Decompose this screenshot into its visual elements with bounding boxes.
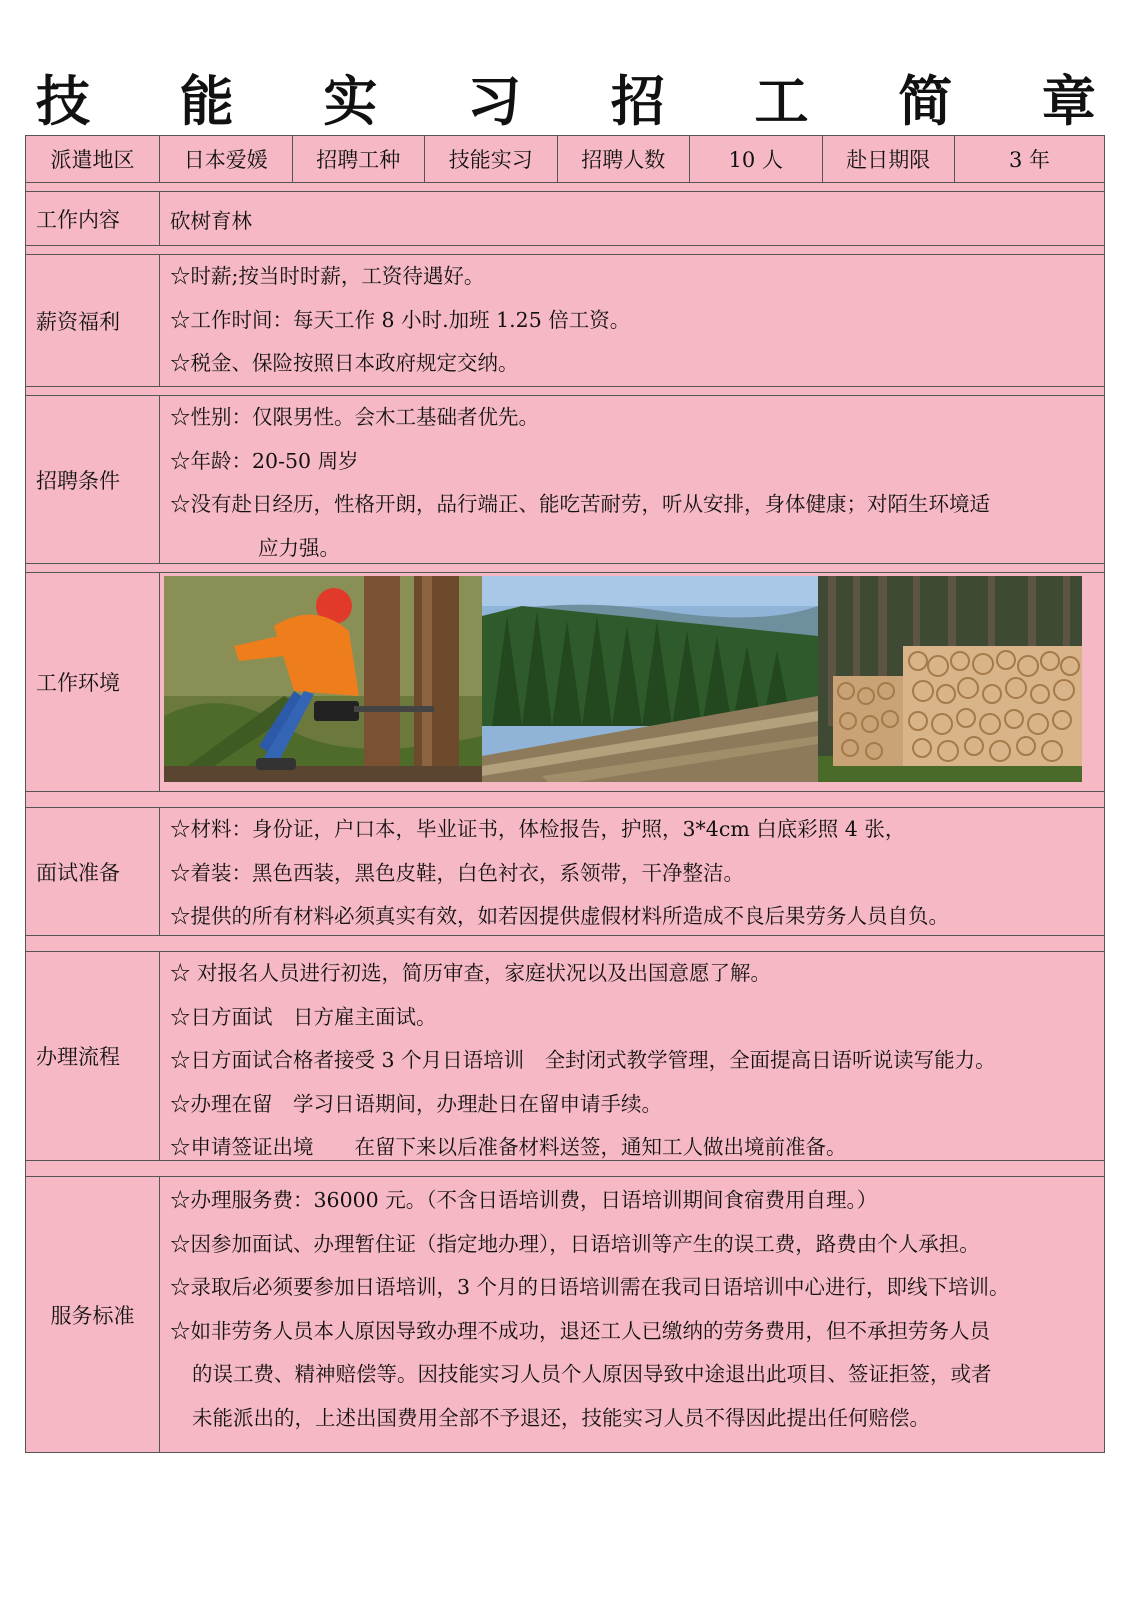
salary-line: ☆时薪;按当时时薪，工资待遇好。 [170, 264, 485, 288]
process-line: ☆日方面试 日方雇主面试。 [170, 1004, 437, 1029]
service-row [26, 1177, 1104, 1453]
service-line: ☆因参加面试、办理暂住证（指定地办理），日语培训等产生的误工费，路费由个人承担。 [170, 1231, 980, 1256]
log-pile-photo [818, 576, 1082, 782]
work-row [26, 192, 1104, 246]
service-label: 服务标准 [26, 1177, 160, 1452]
requirements-line: 应力强。 [258, 535, 340, 560]
salary-line: ☆工作时间：每天工作 8 小时.加班 1.25 倍工资。 [170, 307, 631, 332]
environment-label: 工作环境 [26, 573, 160, 791]
salary-row [26, 255, 1104, 387]
process-line: ☆日方面试合格者接受 3 个月日语培训 全封闭式教学管理，全面提高日语听说读写能力。 [170, 1048, 996, 1072]
salary-line: ☆税金、保险按照日本政府规定交纳。 [170, 351, 519, 375]
title-char: 技 [36, 68, 90, 133]
service-line: ☆办理服务费：36000 元。（不含日语培训费，日语培训期间食宿费用自理。） [170, 1188, 878, 1212]
title-char: 能 [179, 68, 234, 133]
lumberjack-chainsaw-photo [164, 576, 482, 782]
summary-row [26, 135, 1104, 183]
count-value: 10 人 [690, 136, 823, 182]
service-line: 未能派出的，上述出国费用全部不予退还，技能实习人员不得因此提出任何赔偿。 [192, 1405, 930, 1430]
interview-line: ☆着装：黑色西装，黑色皮鞋，白色衬衣，系领带，干净整洁。 [170, 860, 744, 885]
requirements-label: 招聘条件 [26, 396, 160, 563]
term-value: 3 年 [1008, 148, 1051, 172]
title-char: 章 [1041, 68, 1096, 133]
service-line: ☆录取后必须要参加日语培训，3 个月的日语培训需在我司日语培训中心进行，即线下培训。 [170, 1275, 1010, 1299]
forest-hillside-photo [482, 576, 818, 782]
recruitment-table [25, 135, 1105, 1453]
process-line: ☆ 对报名人员进行初选，简历审查，家庭状况以及出国意愿了解。 [170, 961, 772, 985]
region-label: 派遣地区 [26, 136, 160, 182]
job-label: 招聘工种 [293, 136, 426, 182]
environment-row [26, 573, 1104, 792]
region-value: 日本爱媛 [160, 136, 293, 182]
salary-content [160, 255, 1104, 386]
title-char: 简 [898, 68, 953, 133]
requirements-line: ☆性别：仅限男性。会木工基础者优先。 [170, 405, 539, 429]
work-value: 砍树育林 [170, 208, 252, 233]
title-char: 工 [754, 68, 809, 133]
job-value: 技能实习 [425, 136, 558, 182]
row-spacer [26, 183, 1104, 192]
process-row [26, 952, 1104, 1161]
process-label: 办理流程 [26, 952, 160, 1160]
row-spacer [26, 387, 1104, 396]
term-label: 赴日期限 [823, 136, 956, 182]
environment-photos [160, 573, 1082, 786]
work-label: 工作内容 [26, 192, 160, 245]
salary-label: 薪资福利 [26, 255, 160, 386]
service-line: 的误工费、精神赔偿等。因技能实习人员个人原因导致中途退出此项目、签证拒签，或者 [192, 1362, 992, 1386]
service-content [160, 1177, 1104, 1452]
interview-line: ☆提供的所有材料必须真实有效，如若因提供虚假材料所造成不良后果劳务人员自负。 [170, 904, 949, 928]
interview-row [26, 808, 1104, 936]
requirements-line: ☆没有赴日经历，性格开朗，品行端正、能吃苦耐劳，听从安排，身体健康；对陌生环境适 [170, 492, 990, 516]
title-char: 招 [610, 68, 665, 133]
requirements-content [160, 396, 1104, 563]
service-line: ☆如非劳务人员本人原因导致办理不成功，退还工人已缴纳的劳务费用，但不承担劳务人员 [170, 1318, 990, 1343]
interview-line: ☆材料：身份证，户口本，毕业证书，体检报告，护照，3*4cm 白底彩照 4 张， [170, 817, 906, 841]
interview-content [160, 808, 1104, 935]
page-title [36, 62, 1096, 132]
interview-label: 面试准备 [26, 808, 160, 935]
title-char: 实 [323, 68, 378, 133]
count-label: 招聘人数 [558, 136, 691, 182]
process-line: ☆申请签证出境 在留下来以后准备材料送签，通知工人做出境前准备。 [170, 1135, 847, 1159]
process-line: ☆办理在留 学习日语期间，办理赴日在留申请手续。 [170, 1091, 662, 1116]
requirements-line: ☆年龄：20-50 周岁 [170, 448, 359, 473]
row-spacer [26, 792, 1104, 808]
title-char: 习 [467, 68, 522, 133]
process-content [160, 952, 1104, 1160]
row-spacer [26, 246, 1104, 255]
requirements-row [26, 396, 1104, 564]
